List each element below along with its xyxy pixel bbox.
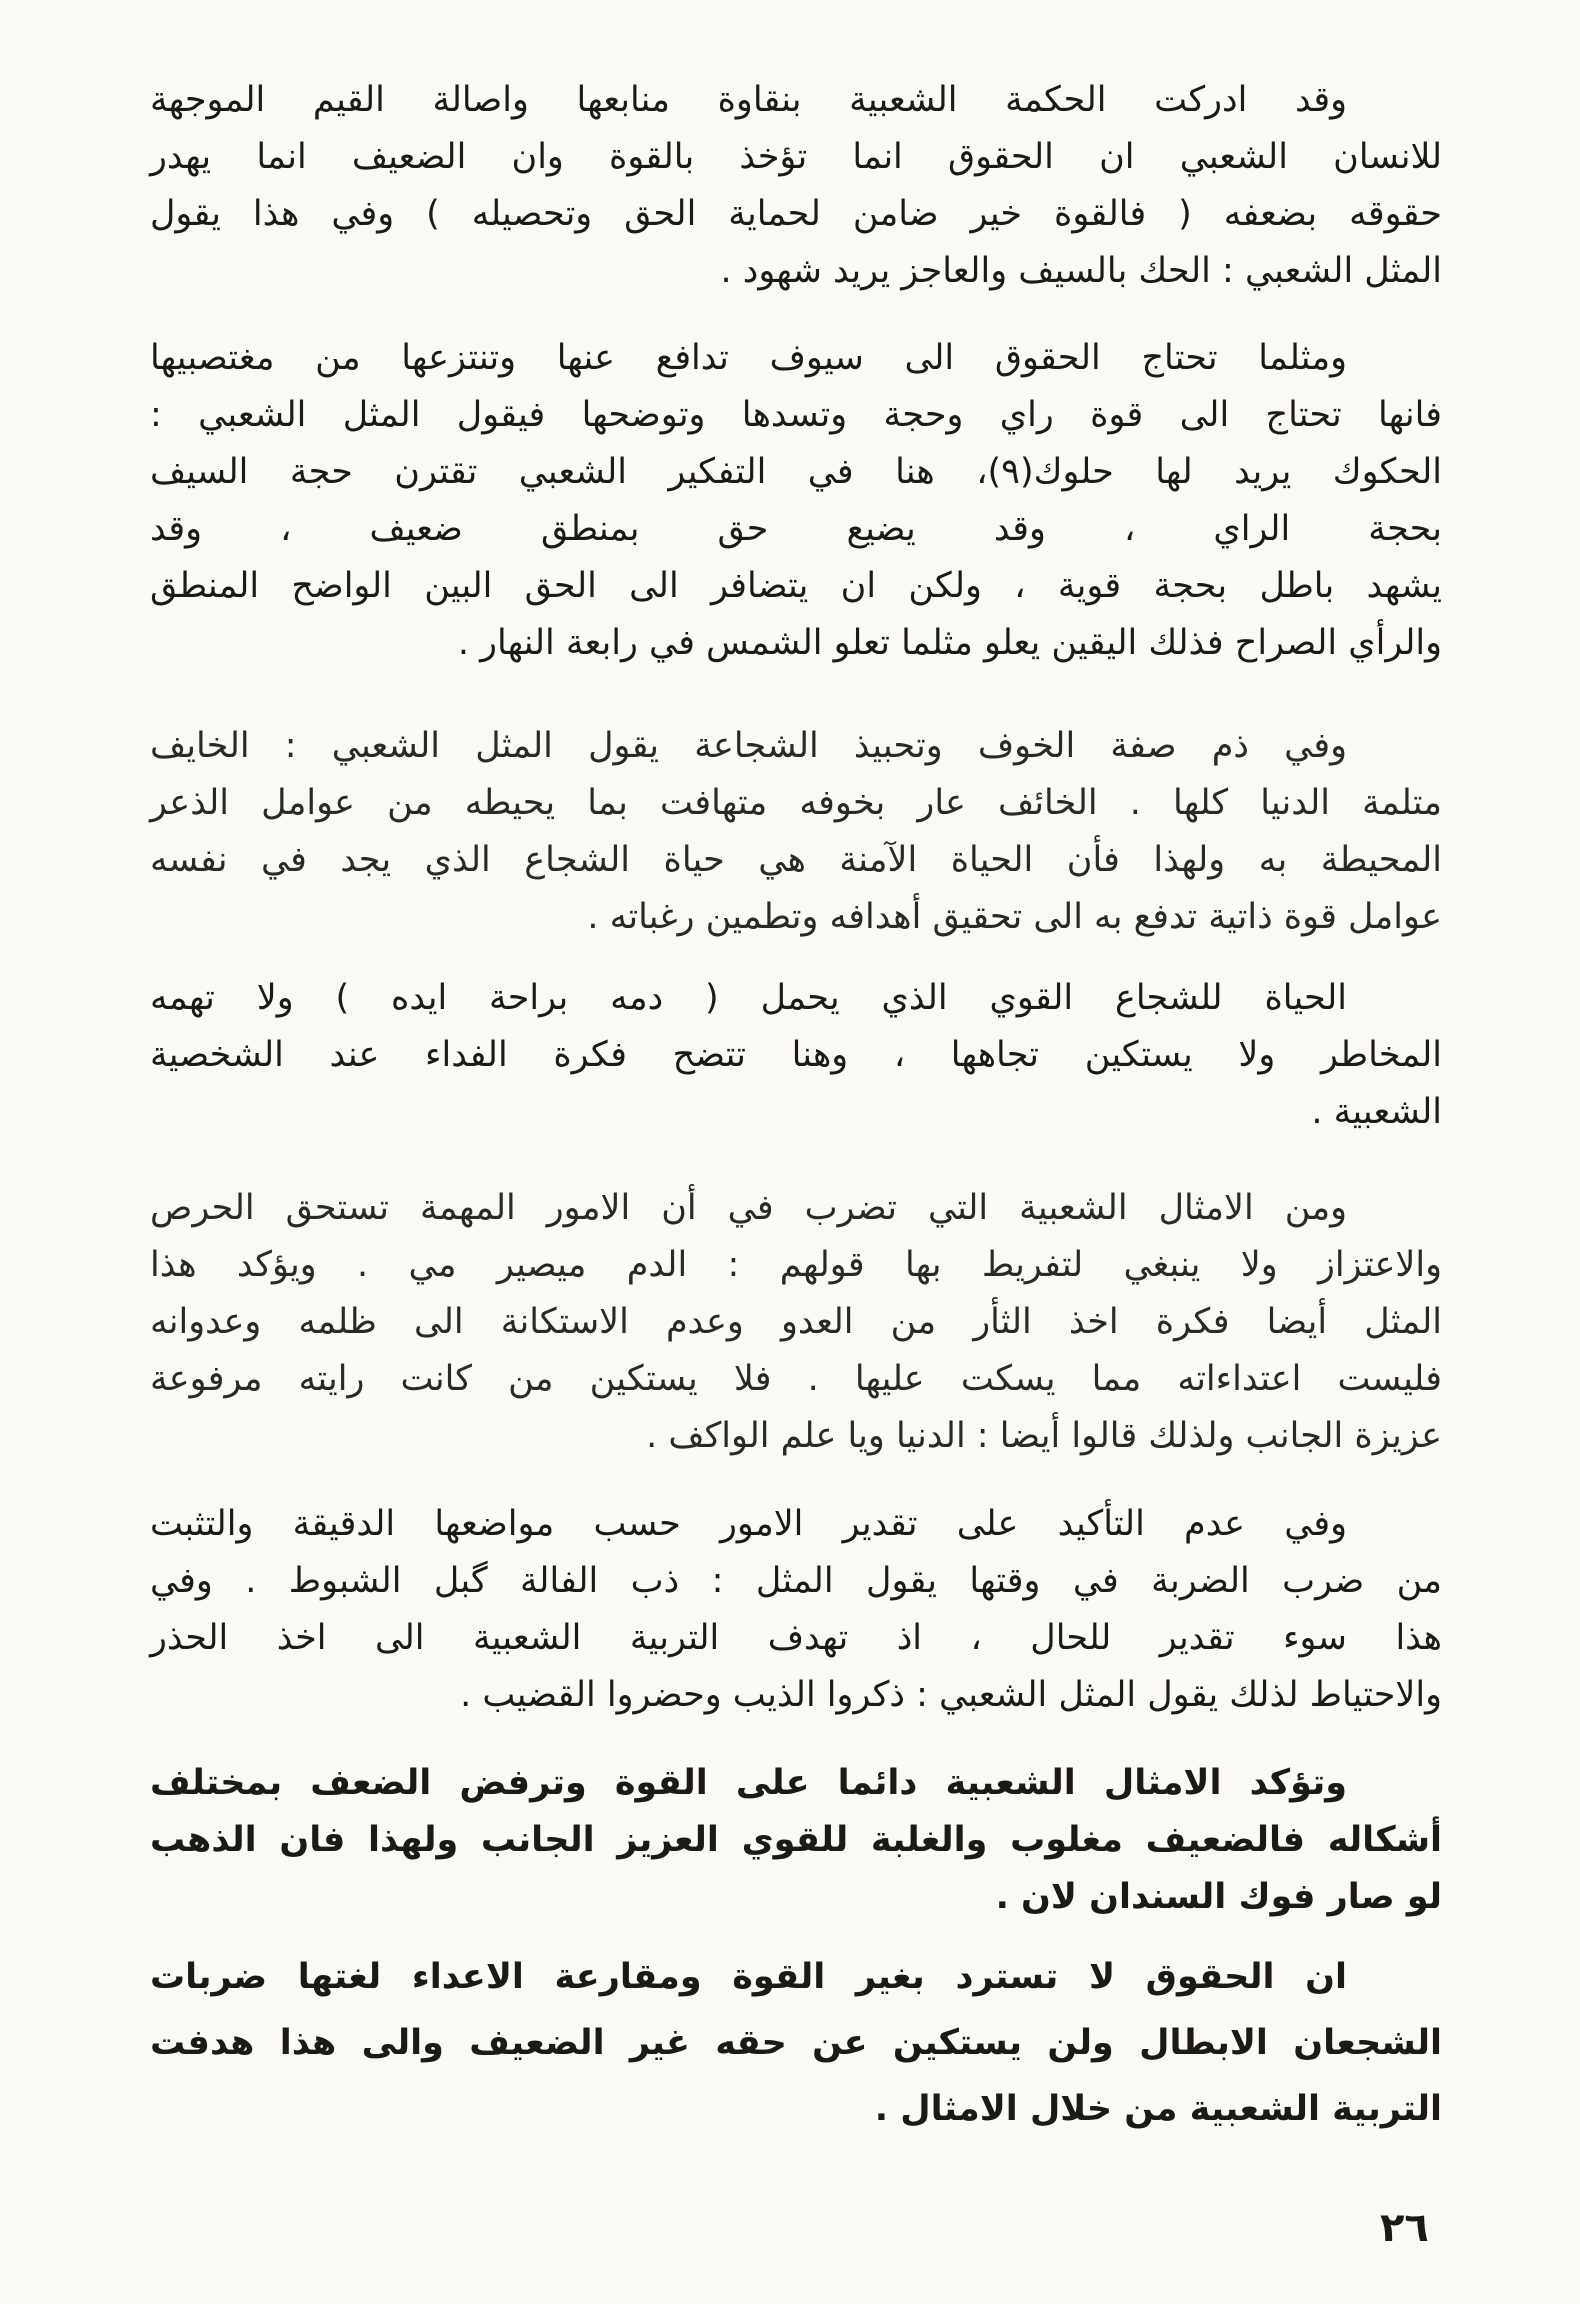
text-line: الحياة للشجاع القوي الذي يحمل ( دمه براحة ايده ) ولا تهمه bbox=[150, 978, 1347, 1018]
text-line: التربية الشعبية من خلال الامثال . bbox=[874, 2089, 1442, 2129]
text-line: الشجعان الابطال ولن يستكين عن حقه غير الضعيف والى هذا هدفت bbox=[150, 2023, 1442, 2063]
text-line: ومن الامثال الشعبية التي تضرب في أن الامور المهمة تستحق الحرص bbox=[150, 1188, 1347, 1228]
text-line: والرأي الصراح فذلك اليقين يعلو مثلما تعلو الشمس في رابعة النهار . bbox=[457, 623, 1442, 663]
paragraph bbox=[150, 1755, 1442, 1926]
text-line: للانسان الشعبي ان الحقوق انما تؤخذ بالقوة وان الضعيف انما يهدر bbox=[150, 137, 1442, 177]
text-line: ومثلما تحتاج الحقوق الى سيوف تدافع عنها وتنتزعها من مغتصبيها bbox=[150, 338, 1347, 378]
page-number: ٢٦ bbox=[1380, 2205, 1429, 2251]
text-line: من ضرب الضربة في وقتها يقول المثل : ذب الفالة گبل الشبوط . وفي bbox=[150, 1561, 1442, 1601]
text-line: المحيطة به ولهذا فأن الحياة الآمنة هي حياة الشجاع الذي يجد في نفسه bbox=[150, 840, 1442, 880]
text-line: عزيزة الجانب ولذلك قالوا أيضا : الدنيا ويا علم الواكف . bbox=[646, 1416, 1442, 1456]
text-line: وفي ذم صفة الخوف وتحبيذ الشجاعة يقول المثل الشعبي : الخايف bbox=[150, 726, 1347, 766]
paragraph bbox=[150, 72, 1442, 300]
text-line: عوامل قوة ذاتية تدفع به الى تحقيق أهدافه وتطمين رغباته . bbox=[587, 897, 1442, 937]
text-line: والاحتياط لذلك يقول المثل الشعبي : ذكروا الذيب وحضروا القضيب . bbox=[460, 1675, 1442, 1715]
text-line: لو صار فوك السندان لان . bbox=[995, 1877, 1442, 1917]
text-line: فانها تحتاج الى قوة راي وحجة وتسدها وتوضحها فيقول المثل الشعبي : bbox=[150, 395, 1442, 435]
text-line: أشكاله فالضعيف مغلوب والغلبة للقوي العزيز الجانب ولهذا فان الذهب bbox=[150, 1820, 1442, 1860]
text-line: والاعتزاز ولا ينبغي لتفريط بها قولهم : الدم ميصير مي . ويؤكد هذا bbox=[150, 1245, 1442, 1285]
text-line: الشعبية . bbox=[1311, 1092, 1442, 1132]
text-line: المثل أيضا فكرة اخذ الثأر من العدو وعدم الاستكانة الى ظلمه وعدوانه bbox=[150, 1302, 1442, 1342]
text-line: وقد ادركت الحكمة الشعبية بنقاوة منابعها واصالة القيم الموجهة bbox=[150, 80, 1347, 120]
text-line: وفي عدم التأكيد على تقدير الامور حسب مواضعها الدقيقة والتثبت bbox=[150, 1504, 1347, 1544]
text-line: وتؤكد الامثال الشعبية دائما على القوة وترفض الضعف بمختلف bbox=[150, 1763, 1347, 1803]
text-line: ان الحقوق لا تسترد بغير القوة ومقارعة الاعداء لغتها ضربات bbox=[150, 1957, 1347, 1997]
text-line: المخاطر ولا يستكين تجاهها ، وهنا تتضح فكرة الفداء عند الشخصية bbox=[150, 1035, 1442, 1075]
text-line: فليست اعتداءاته مما يسكت عليها . فلا يستكين من كانت رايته مرفوعة bbox=[150, 1359, 1442, 1399]
paragraph bbox=[150, 330, 1442, 672]
text-line: بحجة الراي ، وقد يضيع حق بمنطق ضعيف ، وقد bbox=[150, 509, 1442, 549]
paragraph bbox=[150, 1180, 1442, 1465]
text-line: يشهد باطل بحجة قوية ، ولكن ان يتضافر الى الحق البين الواضح المنطق bbox=[150, 566, 1442, 606]
paragraph bbox=[150, 1944, 1442, 2142]
paragraph bbox=[150, 718, 1442, 946]
text-line: المثل الشعبي : الحك بالسيف والعاجز يريد شهود . bbox=[720, 251, 1442, 291]
text-line: هذا سوء تقدير للحال ، اذ تهدف التربية الشعبية الى اخذ الحذر bbox=[150, 1618, 1442, 1658]
text-line: متلمة الدنيا كلها . الخائف عار بخوفه متهافت بما يحيطه من عوامل الذعر bbox=[150, 783, 1442, 823]
paragraph bbox=[150, 970, 1442, 1141]
text-line: الحكوك يريد لها حلوك(٩)، هنا في التفكير الشعبي تقترن حجة السيف bbox=[150, 452, 1442, 492]
text-line: حقوقه بضعفه ( فالقوة خير ضامن لحماية الحق وتحصيله ) وفي هذا يقول bbox=[150, 194, 1442, 234]
paragraph bbox=[150, 1496, 1442, 1724]
